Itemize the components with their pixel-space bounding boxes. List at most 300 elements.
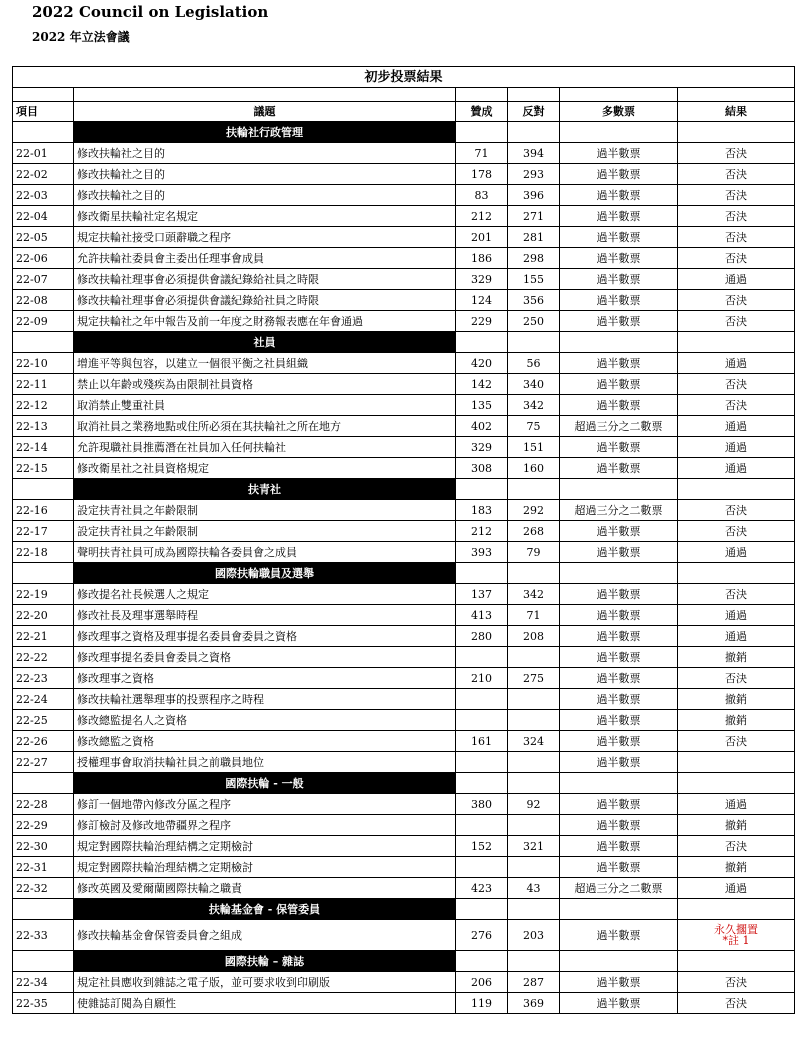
section-blank-cell bbox=[678, 773, 795, 794]
item-no-votes: 75 bbox=[508, 416, 560, 437]
item-yes-votes: 206 bbox=[456, 972, 508, 993]
item-id: 22-23 bbox=[13, 668, 74, 689]
item-result-text: 永久擱置 bbox=[714, 923, 759, 936]
item-result: 通過 bbox=[678, 605, 795, 626]
item-majority: 過半數票 bbox=[560, 143, 678, 164]
item-no-votes: 208 bbox=[508, 626, 560, 647]
item-yes-votes: 178 bbox=[456, 164, 508, 185]
item-majority: 過半數票 bbox=[560, 395, 678, 416]
section-header-row bbox=[13, 563, 795, 584]
item-result: 否決 bbox=[678, 836, 795, 857]
section-blank-cell bbox=[508, 122, 560, 143]
item-topic: 設定扶青社員之年齡限制 bbox=[74, 521, 456, 542]
item-no-votes: 92 bbox=[508, 794, 560, 815]
section-header-row bbox=[13, 773, 795, 794]
table-row bbox=[13, 227, 795, 248]
item-majority: 過半數票 bbox=[560, 353, 678, 374]
item-yes-votes: 152 bbox=[456, 836, 508, 857]
column-header-row bbox=[13, 102, 795, 122]
table-row bbox=[13, 500, 795, 521]
item-majority: 過半數票 bbox=[560, 437, 678, 458]
item-topic: 修改理事提名委員會委員之資格 bbox=[74, 647, 456, 668]
item-result: 通過 bbox=[678, 794, 795, 815]
item-majority: 超過三分之二數票 bbox=[560, 878, 678, 899]
item-majority: 過半數票 bbox=[560, 857, 678, 878]
item-yes-votes: 212 bbox=[456, 521, 508, 542]
section-blank-cell bbox=[560, 951, 678, 972]
item-no-votes: 342 bbox=[508, 584, 560, 605]
table-row bbox=[13, 206, 795, 227]
item-result: 通過 bbox=[678, 353, 795, 374]
table-row bbox=[13, 836, 795, 857]
item-no-votes: 287 bbox=[508, 972, 560, 993]
column-header-majority: 多數票 bbox=[560, 102, 678, 122]
item-result: 撤銷 bbox=[678, 689, 795, 710]
section-blank-cell bbox=[508, 951, 560, 972]
item-id: 22-34 bbox=[13, 972, 74, 993]
section-title: 國際扶輪 - 一般 bbox=[74, 773, 456, 794]
document-title-english: 2022 Council on Legislation bbox=[32, 3, 269, 21]
item-no-votes bbox=[508, 752, 560, 773]
column-header-topic: 議題 bbox=[74, 102, 456, 122]
table-row bbox=[13, 878, 795, 899]
table-row bbox=[13, 710, 795, 731]
table-row bbox=[13, 290, 795, 311]
section-blank-cell bbox=[678, 122, 795, 143]
item-topic: 規定扶輪社之年中報告及前一年度之財務報表應在年會通過 bbox=[74, 311, 456, 332]
item-topic: 設定扶青社員之年齡限制 bbox=[74, 500, 456, 521]
item-topic: 禁止以年齡或殘疾為由限制社員資格 bbox=[74, 374, 456, 395]
item-id: 22-14 bbox=[13, 437, 74, 458]
item-result: 否決 bbox=[678, 311, 795, 332]
item-majority: 過半數票 bbox=[560, 647, 678, 668]
item-majority: 過半數票 bbox=[560, 374, 678, 395]
section-blank-cell bbox=[678, 479, 795, 500]
table-row bbox=[13, 353, 795, 374]
item-no-votes: 43 bbox=[508, 878, 560, 899]
item-yes-votes: 124 bbox=[456, 290, 508, 311]
item-yes-votes: 308 bbox=[456, 458, 508, 479]
item-majority: 過半數票 bbox=[560, 972, 678, 993]
item-result: 否決 bbox=[678, 731, 795, 752]
item-no-votes: 324 bbox=[508, 731, 560, 752]
spacer-row bbox=[13, 88, 795, 102]
item-majority: 過半數票 bbox=[560, 710, 678, 731]
table-title: 初步投票結果 bbox=[13, 67, 795, 88]
item-yes-votes: 280 bbox=[456, 626, 508, 647]
item-topic: 修改扶輪社之目的 bbox=[74, 143, 456, 164]
item-result bbox=[678, 920, 795, 951]
item-id: 22-35 bbox=[13, 993, 74, 1014]
item-topic: 修訂檢討及修改地帶疆界之程序 bbox=[74, 815, 456, 836]
item-majority: 過半數票 bbox=[560, 584, 678, 605]
item-no-votes: 250 bbox=[508, 311, 560, 332]
item-yes-votes: 393 bbox=[456, 542, 508, 563]
section-title: 國際扶輪職員及選舉 bbox=[74, 563, 456, 584]
item-id: 22-24 bbox=[13, 689, 74, 710]
section-blank-cell bbox=[560, 899, 678, 920]
item-result: 否決 bbox=[678, 395, 795, 416]
item-id: 22-01 bbox=[13, 143, 74, 164]
item-yes-votes: 402 bbox=[456, 416, 508, 437]
item-result: 通過 bbox=[678, 269, 795, 290]
item-yes-votes: 329 bbox=[456, 437, 508, 458]
item-result: 通過 bbox=[678, 626, 795, 647]
item-topic: 修改總監提名人之資格 bbox=[74, 710, 456, 731]
item-result: 否決 bbox=[678, 500, 795, 521]
item-no-votes: 369 bbox=[508, 993, 560, 1014]
item-yes-votes: 119 bbox=[456, 993, 508, 1014]
section-blank-cell bbox=[13, 332, 74, 353]
item-yes-votes: 183 bbox=[456, 500, 508, 521]
item-topic: 修改英國及愛爾蘭國際扶輪之職責 bbox=[74, 878, 456, 899]
item-majority: 過半數票 bbox=[560, 458, 678, 479]
section-blank-cell bbox=[13, 122, 74, 143]
item-majority: 過半數票 bbox=[560, 626, 678, 647]
item-no-votes bbox=[508, 689, 560, 710]
table-row bbox=[13, 269, 795, 290]
item-id: 22-29 bbox=[13, 815, 74, 836]
section-blank-cell bbox=[456, 773, 508, 794]
item-id: 22-03 bbox=[13, 185, 74, 206]
item-topic: 使雜誌訂閱為自願性 bbox=[74, 993, 456, 1014]
section-blank-cell bbox=[560, 479, 678, 500]
item-id: 22-10 bbox=[13, 353, 74, 374]
item-topic: 取消禁止雙重社員 bbox=[74, 395, 456, 416]
item-id: 22-05 bbox=[13, 227, 74, 248]
section-blank-cell bbox=[13, 773, 74, 794]
table-row bbox=[13, 437, 795, 458]
item-result: 否決 bbox=[678, 584, 795, 605]
item-majority: 過半數票 bbox=[560, 731, 678, 752]
item-id: 22-21 bbox=[13, 626, 74, 647]
item-id: 22-07 bbox=[13, 269, 74, 290]
item-majority: 超過三分之二數票 bbox=[560, 416, 678, 437]
item-result: 否決 bbox=[678, 668, 795, 689]
item-result: 撤銷 bbox=[678, 815, 795, 836]
section-blank-cell bbox=[560, 122, 678, 143]
section-blank-cell bbox=[560, 563, 678, 584]
item-yes-votes: 135 bbox=[456, 395, 508, 416]
item-id: 22-28 bbox=[13, 794, 74, 815]
item-no-votes: 203 bbox=[508, 920, 560, 951]
item-no-votes: 268 bbox=[508, 521, 560, 542]
item-majority: 過半數票 bbox=[560, 689, 678, 710]
item-topic: 修改理事之資格及理事提名委員會委員之資格 bbox=[74, 626, 456, 647]
table-row bbox=[13, 972, 795, 993]
table-row bbox=[13, 626, 795, 647]
item-result bbox=[678, 752, 795, 773]
item-topic: 修改衛星扶輪社定名規定 bbox=[74, 206, 456, 227]
item-yes-votes: 71 bbox=[456, 143, 508, 164]
section-header-row bbox=[13, 479, 795, 500]
item-no-votes bbox=[508, 647, 560, 668]
item-topic: 規定對國際扶輪治理結構之定期檢討 bbox=[74, 857, 456, 878]
vote-results-table bbox=[12, 66, 795, 1014]
section-blank-cell bbox=[508, 332, 560, 353]
item-id: 22-06 bbox=[13, 248, 74, 269]
section-header-row bbox=[13, 899, 795, 920]
item-no-votes: 271 bbox=[508, 206, 560, 227]
item-topic: 修改衛星社之社員資格規定 bbox=[74, 458, 456, 479]
item-majority: 過半數票 bbox=[560, 290, 678, 311]
item-no-votes: 321 bbox=[508, 836, 560, 857]
item-topic: 修改扶輪社之目的 bbox=[74, 185, 456, 206]
item-result: 否決 bbox=[678, 143, 795, 164]
item-no-votes: 292 bbox=[508, 500, 560, 521]
section-blank-cell bbox=[508, 563, 560, 584]
item-yes-votes: 186 bbox=[456, 248, 508, 269]
table-row bbox=[13, 311, 795, 332]
section-blank-cell bbox=[678, 563, 795, 584]
section-header-row bbox=[13, 122, 795, 143]
item-yes-votes: 212 bbox=[456, 206, 508, 227]
item-yes-votes: 423 bbox=[456, 878, 508, 899]
section-header-row bbox=[13, 951, 795, 972]
item-topic: 修改總監之資格 bbox=[74, 731, 456, 752]
section-blank-cell bbox=[508, 899, 560, 920]
item-majority: 過半數票 bbox=[560, 993, 678, 1014]
item-no-votes: 160 bbox=[508, 458, 560, 479]
item-majority: 過半數票 bbox=[560, 206, 678, 227]
item-yes-votes bbox=[456, 815, 508, 836]
item-result: 否決 bbox=[678, 185, 795, 206]
item-topic: 修訂一個地帶內修改分區之程序 bbox=[74, 794, 456, 815]
item-result: 撤銷 bbox=[678, 710, 795, 731]
item-majority: 超過三分之二數票 bbox=[560, 500, 678, 521]
section-blank-cell bbox=[13, 563, 74, 584]
item-majority: 過半數票 bbox=[560, 311, 678, 332]
section-blank-cell bbox=[456, 479, 508, 500]
item-id: 22-13 bbox=[13, 416, 74, 437]
item-id: 22-04 bbox=[13, 206, 74, 227]
item-result: 否決 bbox=[678, 993, 795, 1014]
item-majority: 過半數票 bbox=[560, 227, 678, 248]
item-no-votes: 151 bbox=[508, 437, 560, 458]
item-yes-votes: 413 bbox=[456, 605, 508, 626]
item-yes-votes bbox=[456, 647, 508, 668]
item-result: 否決 bbox=[678, 164, 795, 185]
item-no-votes: 275 bbox=[508, 668, 560, 689]
section-title: 國際扶輪 – 雜誌 bbox=[74, 951, 456, 972]
item-id: 22-33 bbox=[13, 920, 74, 951]
item-id: 22-19 bbox=[13, 584, 74, 605]
table-row bbox=[13, 416, 795, 437]
item-yes-votes bbox=[456, 689, 508, 710]
item-result-note: *註 1 bbox=[722, 934, 750, 947]
column-header-yes: 贊成 bbox=[456, 102, 508, 122]
item-majority: 過半數票 bbox=[560, 605, 678, 626]
item-id: 22-30 bbox=[13, 836, 74, 857]
item-result: 通過 bbox=[678, 458, 795, 479]
item-no-votes: 56 bbox=[508, 353, 560, 374]
table-row bbox=[13, 248, 795, 269]
item-topic: 修改社長及理事選舉時程 bbox=[74, 605, 456, 626]
item-id: 22-32 bbox=[13, 878, 74, 899]
section-header-row bbox=[13, 332, 795, 353]
item-topic: 修改提名社長候選人之規定 bbox=[74, 584, 456, 605]
item-no-votes: 293 bbox=[508, 164, 560, 185]
item-result: 通過 bbox=[678, 437, 795, 458]
section-blank-cell bbox=[13, 951, 74, 972]
table-row bbox=[13, 993, 795, 1014]
section-title: 扶輪社行政管理 bbox=[74, 122, 456, 143]
item-no-votes: 394 bbox=[508, 143, 560, 164]
section-blank-cell bbox=[678, 332, 795, 353]
item-yes-votes: 201 bbox=[456, 227, 508, 248]
table-row bbox=[13, 689, 795, 710]
document-title-chinese: 2022 年立法會議 bbox=[32, 30, 130, 44]
item-result: 通過 bbox=[678, 416, 795, 437]
item-result: 否決 bbox=[678, 972, 795, 993]
item-yes-votes: 276 bbox=[456, 920, 508, 951]
table-row bbox=[13, 647, 795, 668]
item-no-votes: 281 bbox=[508, 227, 560, 248]
item-topic: 修改扶輪社之目的 bbox=[74, 164, 456, 185]
item-id: 22-27 bbox=[13, 752, 74, 773]
item-majority: 過半數票 bbox=[560, 248, 678, 269]
item-majority: 過半數票 bbox=[560, 920, 678, 951]
item-id: 22-11 bbox=[13, 374, 74, 395]
item-yes-votes: 380 bbox=[456, 794, 508, 815]
item-majority: 過半數票 bbox=[560, 668, 678, 689]
item-result: 否決 bbox=[678, 374, 795, 395]
section-blank-cell bbox=[456, 122, 508, 143]
item-no-votes: 298 bbox=[508, 248, 560, 269]
item-id: 22-25 bbox=[13, 710, 74, 731]
item-result: 否決 bbox=[678, 227, 795, 248]
item-topic: 修改扶輪社理事會必須提供會議紀錄給社員之時限 bbox=[74, 269, 456, 290]
item-id: 22-15 bbox=[13, 458, 74, 479]
item-result: 撤銷 bbox=[678, 857, 795, 878]
item-topic: 授權理事會取消扶輪社員之前職員地位 bbox=[74, 752, 456, 773]
table-row bbox=[13, 521, 795, 542]
item-topic: 規定扶輪社接受口頭辭職之程序 bbox=[74, 227, 456, 248]
item-no-votes: 356 bbox=[508, 290, 560, 311]
table-row bbox=[13, 374, 795, 395]
item-majority: 過半數票 bbox=[560, 521, 678, 542]
section-blank-cell bbox=[560, 332, 678, 353]
item-id: 22-22 bbox=[13, 647, 74, 668]
section-blank-cell bbox=[508, 773, 560, 794]
item-yes-votes: 420 bbox=[456, 353, 508, 374]
item-no-votes bbox=[508, 815, 560, 836]
table-row bbox=[13, 857, 795, 878]
item-no-votes: 396 bbox=[508, 185, 560, 206]
item-majority: 過半數票 bbox=[560, 815, 678, 836]
item-result: 否決 bbox=[678, 206, 795, 227]
item-no-votes bbox=[508, 857, 560, 878]
section-blank-cell bbox=[13, 899, 74, 920]
item-yes-votes: 142 bbox=[456, 374, 508, 395]
table-row bbox=[13, 185, 795, 206]
item-majority: 過半數票 bbox=[560, 836, 678, 857]
table-row bbox=[13, 164, 795, 185]
item-no-votes: 155 bbox=[508, 269, 560, 290]
item-result: 否決 bbox=[678, 521, 795, 542]
item-id: 22-02 bbox=[13, 164, 74, 185]
item-no-votes: 71 bbox=[508, 605, 560, 626]
item-yes-votes: 210 bbox=[456, 668, 508, 689]
item-id: 22-18 bbox=[13, 542, 74, 563]
item-yes-votes: 229 bbox=[456, 311, 508, 332]
item-topic: 修改理事之資格 bbox=[74, 668, 456, 689]
item-result: 通過 bbox=[678, 878, 795, 899]
item-no-votes: 342 bbox=[508, 395, 560, 416]
section-title: 扶輪基金會 - 保管委員 bbox=[74, 899, 456, 920]
item-topic: 允許扶輪社委員會主委出任理事會成員 bbox=[74, 248, 456, 269]
item-majority: 過半數票 bbox=[560, 164, 678, 185]
table-row bbox=[13, 731, 795, 752]
item-yes-votes bbox=[456, 752, 508, 773]
section-blank-cell bbox=[456, 899, 508, 920]
item-topic: 修改扶輪社選舉理事的投票程序之時程 bbox=[74, 689, 456, 710]
item-id: 22-09 bbox=[13, 311, 74, 332]
item-result: 否決 bbox=[678, 248, 795, 269]
item-result: 否決 bbox=[678, 290, 795, 311]
table-row bbox=[13, 794, 795, 815]
section-blank-cell bbox=[13, 479, 74, 500]
section-title: 社員 bbox=[74, 332, 456, 353]
item-no-votes: 340 bbox=[508, 374, 560, 395]
item-result: 撤銷 bbox=[678, 647, 795, 668]
item-topic: 修改扶輪基金會保管委員會之組成 bbox=[74, 920, 456, 951]
item-result: 通過 bbox=[678, 542, 795, 563]
item-id: 22-12 bbox=[13, 395, 74, 416]
table-row bbox=[13, 143, 795, 164]
item-majority: 過半數票 bbox=[560, 794, 678, 815]
item-topic: 修改扶輪社理事會必須提供會議紀錄給社員之時限 bbox=[74, 290, 456, 311]
section-blank-cell bbox=[456, 332, 508, 353]
item-majority: 過半數票 bbox=[560, 269, 678, 290]
item-topic: 取消社員之業務地點或住所必須在其扶輪社之所在地方 bbox=[74, 416, 456, 437]
item-id: 22-26 bbox=[13, 731, 74, 752]
item-topic: 規定社員應收到雜誌之電子版，並可要求收到印刷版 bbox=[74, 972, 456, 993]
item-id: 22-31 bbox=[13, 857, 74, 878]
item-yes-votes: 137 bbox=[456, 584, 508, 605]
table-row bbox=[13, 752, 795, 773]
item-id: 22-20 bbox=[13, 605, 74, 626]
column-header-id: 項目 bbox=[13, 102, 74, 122]
table-row bbox=[13, 584, 795, 605]
table-row bbox=[13, 458, 795, 479]
item-yes-votes: 83 bbox=[456, 185, 508, 206]
table-row bbox=[13, 668, 795, 689]
section-blank-cell bbox=[456, 951, 508, 972]
column-header-result: 結果 bbox=[678, 102, 795, 122]
section-blank-cell bbox=[678, 951, 795, 972]
item-no-votes bbox=[508, 710, 560, 731]
item-yes-votes bbox=[456, 857, 508, 878]
table-row bbox=[13, 542, 795, 563]
section-blank-cell bbox=[508, 479, 560, 500]
item-topic: 增進平等與包容，以建立一個很平衡之社員組織 bbox=[74, 353, 456, 374]
item-majority: 過半數票 bbox=[560, 185, 678, 206]
table-row bbox=[13, 815, 795, 836]
item-yes-votes: 161 bbox=[456, 731, 508, 752]
section-blank-cell bbox=[560, 773, 678, 794]
item-topic: 允許現職社員推薦潛在社員加入任何扶輪社 bbox=[74, 437, 456, 458]
table-row bbox=[13, 395, 795, 416]
item-id: 22-16 bbox=[13, 500, 74, 521]
section-blank-cell bbox=[678, 899, 795, 920]
item-yes-votes bbox=[456, 710, 508, 731]
column-header-no: 反對 bbox=[508, 102, 560, 122]
table-row bbox=[13, 920, 795, 951]
section-title: 扶青社 bbox=[74, 479, 456, 500]
item-majority: 過半數票 bbox=[560, 752, 678, 773]
item-no-votes: 79 bbox=[508, 542, 560, 563]
